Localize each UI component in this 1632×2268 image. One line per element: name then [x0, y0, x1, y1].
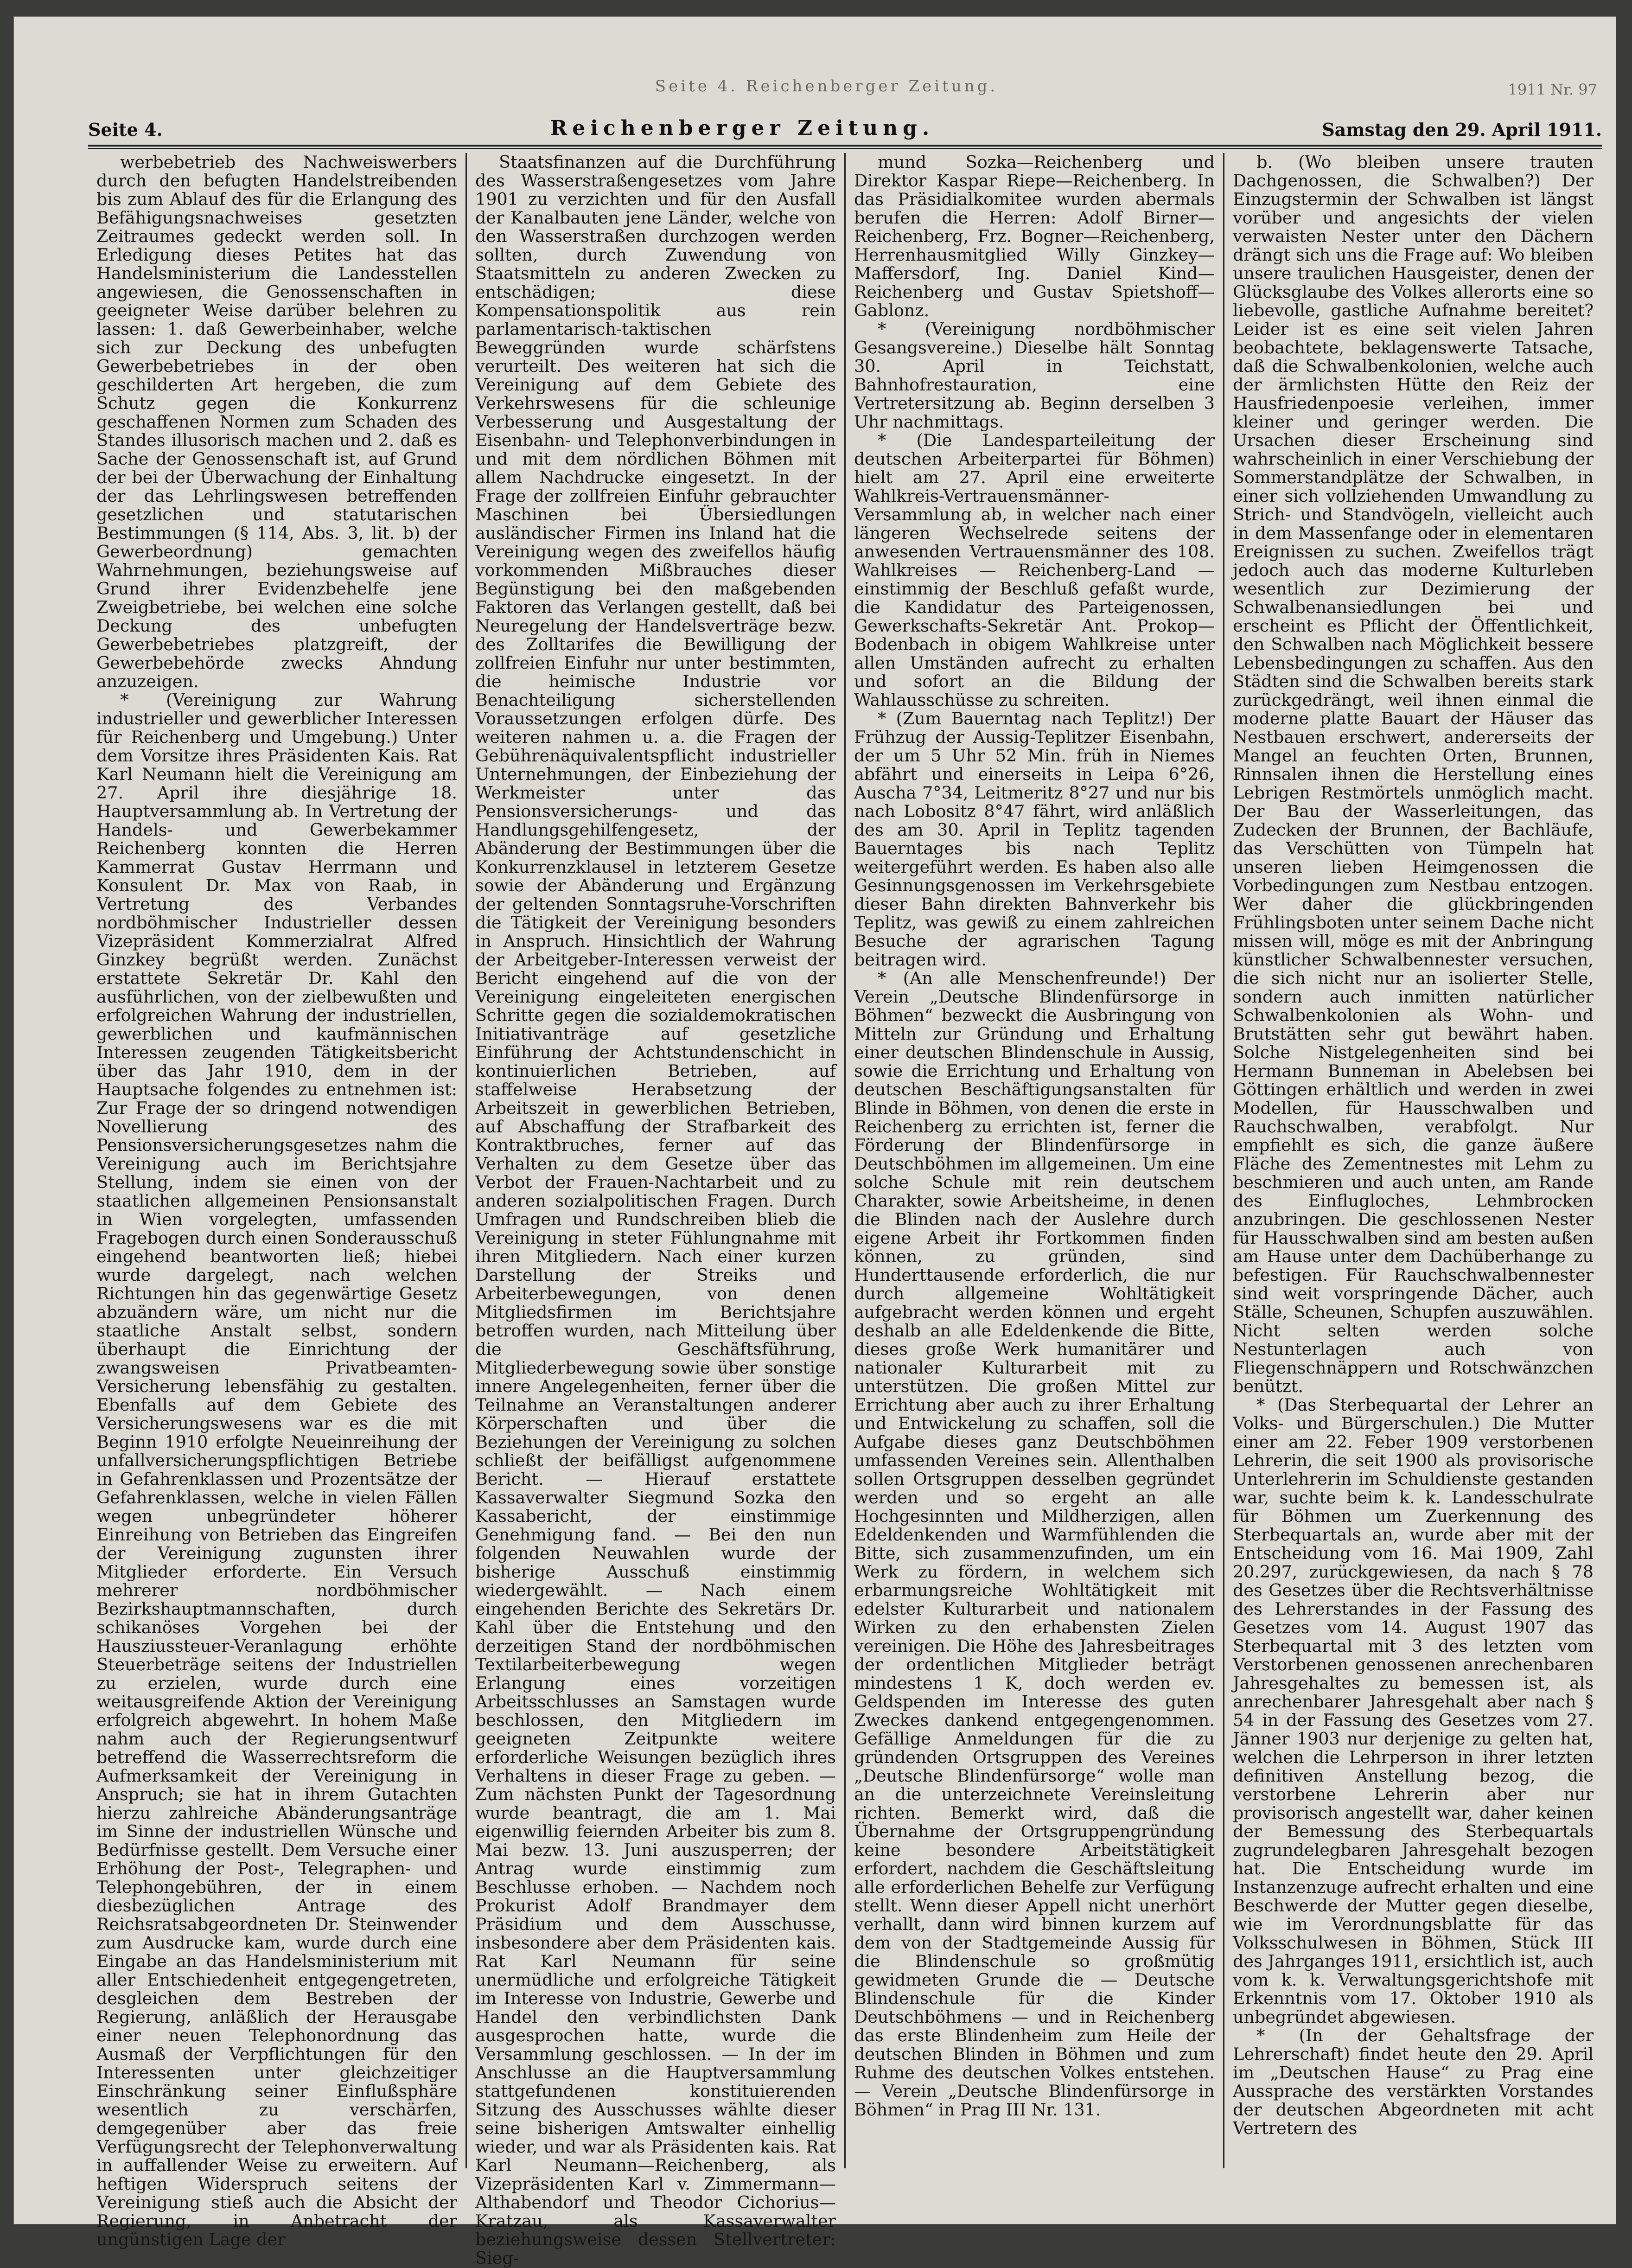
column-4: [1223, 153, 1602, 2168]
issue-date: Samstag den 29. April 1911.: [1322, 119, 1602, 140]
newspaper-page: [14, 17, 1616, 2268]
column-3-paragraph-2: * (Vereinigung nordböhmischer Gesangsvereine.) Dieselbe hält Sonntag 30. April in Teichstatt, Bahnhofrestauration, eine Vertretersitzung ab. Beginn derselben 3 Uhr nachmittags.: [854, 319, 1215, 432]
header-rule-thin: [88, 148, 1602, 149]
page-number: Seite 4.: [88, 119, 163, 140]
page-header: [14, 17, 1616, 138]
column-2-paragraph-1: Staatsfinanzen auf die Durchführung des Wasserstraßengesetzes vom Jahre 1901 zu verzichten und für den Ausfall der Kanalbauten jene Länder, welche von den Wasserstraßen durchzogen werden sollten, durch Zuwendung von Staatsmitteln zu anderen Zwecken zu entschädigen; diese Kompensationspolitik aus rein parlamentarisch-taktischen Beweggründen wurde schärfstens verurteilt. Des weiteren hat sich die Vereinigung auf dem Gebiete des Verkehrswesens für die schleunige Verbesserung und Ausgestaltung der Eisenbahn- und Telephonverbindungen in und mit dem nördlichen Böhmen mit allem Nachdrucke eingesetzt. In der Frage der zollfreien Einfuhr gebrauchter Maschinen bei Übersiedlungen ausländischer Firmen ins Inland hat die Vereinigung wegen des zweifellos häufig vorkommenden Mißbrauches dieser Begünstigung bei den maßgebenden Faktoren das Verlangen gestellt, daß bei Neuregelung der Handelsverträge bezw. des Zolltarifes die Bewilligung der zollfreien Einfuhr nur unter bestimmten, die heimische Industrie vor Benachteiligung sicherstellenden Voraussetzungen erfolgen dürfe. Des weiteren nahmen u. a. die Fragen der Gebührenäquivalentspflicht industrieller Unternehmungen, der Einbeziehung der Werkmeister unter das Pensionsversicherungs- und das Handlungsgehilfengesetz, der Abänderung der Bestimmungen über die Konkurrenzklausel in letzterem Gesetze sowie der Abänderung und Ergänzung der geltenden Sonntagsruhe-Vorschriften die Tätigkeit der Vereinigung besonders in Anspruch. Hinsichtlich der Wahrung der Arbeitgeber-Interessen verweist der Bericht eingehend auf die von der Vereinigung eingeleiteten energischen Schritte gegen die sozialdemokratischen Initiativanträge auf gesetzliche Einführung der Achtstundenschicht in kontinuierlichen Betrieben, auf staffelweise Herabsetzung der Arbeitszeit in gewerblichen Betrieben, auf Abschaffung der Strafbarkeit des Kontraktbruches, ferner auf das Verhalten zu dem Gesetze über das Verbot der Frauen-Nachtarbeit und zu anderen sozialpolitischen Fragen. Durch Umfragen und Rundschreiben blieb die Vereinigung in steter Fühlungnahme mit ihren Mitgliedern. Nach einer kurzen Darstellung der Streiks und Arbeiterbewegungen, von denen Mitgliedsfirmen im Berichtsjahre betroffen wurden, nach Mitteilung über die Geschäftsführung, Mitgliederbewegung sowie über sonstige innere Angelegenheiten, ferner über die Teilnahme an Veranstaltungen anderer Körperschaften und über die Beziehungen der Vereinigung zu solchen schließt der beifälligst aufgenommene Bericht. — Hierauf erstattete Kassaverwalter Siegmund Sozka den Kassabericht, der einstimmige Genehmigung fand. — Bei den nun folgenden Neuwahlen wurde der bisherige Ausschuß einstimmig wiedergewählt. — Nach einem eingehenden Berichte des Sekretärs Dr. Kahl über die Entstehung und den derzeitigen Stand der nordböhmischen Textilarbeiterbewegung wegen Erlangung eines vorzeitigen Arbeitsschlusses an Samstagen wurde beschlossen, den Mitgliedern im geeigneten Zeitpunkte weitere erforderliche Weisungen bezüglich ihres Verhaltens in dieser Frage zu geben. — Zum nächsten Punkt der Tagesordnung wurde beantragt, die am 1. Mai eigenwillig feiernden Arbeiter bis zum 8. Mai bezw. 13. Juni auszusperren; der Antrag wurde einstimmig zum Beschlusse erhoben. — Nachdem noch Prokurist Adolf Brandmayer dem Präsidium und dem Ausschusse, insbesondere aber dem Präsidenten kais. Rat Karl Neumann für seine unermüdliche und erfolgreiche Tätigkeit im Interesse von Industrie, Gewerbe und Handel den verbindlichsten Dank ausgesprochen hatte, wurde die Versammlung geschlossen. — In der im Anschlusse an die Hauptversammlung stattgefundenen konstituierenden Sitzung des Ausschusses wählte dieser seine bisherigen Amtswalter einhellig wieder, und war als Präsidenten kais. Rat Karl Neumann—Reichenberg, als Vizepräsidenten Karl v. Zimmermann—Althabendorf und Theodor Cichorius—Kratzau, als Kassaverwalter beziehungsweise dessen Stellvertreter: Sieg-: [475, 152, 836, 2268]
column-4-paragraph-2: * (Das Sterbequartal der Lehrer an Volks- und Bürgerschulen.) Die Mutter einer am 22. Feber 1909 verstorbenen Lehrerin, die seit 1900 als provisorische Unterlehrerin im Schuldienste gestanden war, suchte beim k. k. Landesschulrate für Böhmen um Zuerkennung des Sterbequartals an, wurde aber mit der Entscheidung vom 16. Mai 1909, Zahl 20.297, zurückgewiesen, da nach § 78 des Gesetzes über die Rechtsverhältnisse des Lehrerstandes in der Fassung des Gesetzes vom 14. August 1907 das Sterbequartal mit 3 des letzten vom Verstorbenen genossenen anrechenbaren Jahresgehaltes zu bemessen ist, als anrechenbarer Jahresgehalt aber nach § 54 in der Fassung des Gesetzes vom 27. Jänner 1903 nur derjenige zu gelten hat, welchen die Lehrperson in ihrer letzten definitiven Anstellung bezog, die verstorbene Lehrerin aber nur provisorisch angestellt war, daher keinen der Bemessung des Sterbequartals zugrundelegbaren Jahresgehalt bezogen hat. Die Entscheidung wurde im Instanzenzuge aufrecht erhalten und eine Beschwerde der Mutter gegen dieselbe, wie im Verordnungsblatte für das Volksschulwesen in Böhmen, Stück III des Jahrganges 1911, ersichtlich ist, auch vom k. k. Verwaltungsgerichtshofe mit Erkenntnis vom 17. Oktober 1910 als unbegründet abgewiesen.: [1233, 1395, 1594, 2027]
text-columns: [88, 152, 1602, 2268]
header-rule: [88, 145, 1602, 147]
column-3-paragraph-3: * (Die Landesparteileitung der deutschen Arbeiterpartei für Böhmen) hielt am 27. April eine erweiterte Wahlkreis-Vertrauensmänner-Versammlung ab, in welcher nach einer längeren Wechselrede seitens der anwesenden Vertrauensmänner des 108. Wahlkreises — Reichenberg-Land — einstimmig der Beschluß gefaßt wurde, die Kandidatur des Parteigenossen, Gewerkschafts-Sekretär Ant. Prokop—Bodenbach in obigem Wahlkreise unter allen Umständen aufrecht zu erhalten und sofort an die Bildung der Wahlausschüsse zu schreiten.: [854, 430, 1215, 710]
column-1: [88, 152, 465, 2249]
column-3: [844, 153, 1223, 2168]
column-3-paragraph-1: mund Sozka—Reichenberg und Direktor Kaspar Riepe—Reichenberg. In das Präsidialkomitee wurden abermals berufen die Herren: Adolf Birner—Reichenberg, Frz. Bogner—Reichenberg, Herrenhausmitglied Willy Ginzkey—Maffersdorf, Ing. Daniel Kind—Reichenberg und Gustav Spietshoff—Gablonz.: [854, 152, 1215, 320]
column-1-paragraph-2: * (Vereinigung zur Wahrung industrieller und gewerblicher Interessen für Reichenberg und Umgebung.) Unter dem Vorsitze ihres Präsidenten Kais. Rat Karl Neumann hielt die Vereinigung am 27. April ihre diesjährige 18. Hauptversammlung ab. In Vertretung der Handels- und Gewerbekammer Reichenberg konnten die Herren Kammerrat Gustav Herrmann und Konsulent Dr. Max von Raab, in Vertretung des Verbandes nordböhmischer Industrieller dessen Vizepräsident Kommerzialrat Alfred Ginzkey begrüßt werden. Zunächst erstattete Sekretär Dr. Kahl den ausführlichen, von der zielbewußten und erfolgreichen Wahrung der industriellen, gewerblichen und kaufmännischen Interessen zeugenden Tätigkeitsbericht über das Jahr 1910, dem in der Hauptsache folgendes zu entnehmen ist: Zur Frage der so dringend notwendigen Novellierung des Pensionsversicherungsgesetzes nahm die Vereinigung auch im Berichtsjahre Stellung, indem sie einen von der staatlichen allgemeinen Pensionsanstalt in Wien vorgelegten, umfassenden Fragebogen durch einen Sonderausschuß eingehend beantworten ließ; hiebei wurde dargelegt, nach welchen Richtungen hin das gegenwärtige Gesetz abzuändern wäre, um nicht nur die staatliche Anstalt selbst, sondern überhaupt die Einrichtung der zwangsweisen Privatbeamten-Versicherung lebensfähig zu gestalten. Ebenfalls auf dem Gebiete des Versicherungswesens war es die mit Beginn 1910 erfolgte Neueinreihung der unfallversicherungspflichtigen Betriebe in Gefahrenklassen und Prozentsätze der Gefahrenklassen, welche in vielen Fällen wegen unbegründeter höherer Einreihung von Betrieben das Eingreifen der Vereinigung zugunsten ihrer Mitglieder erforderte. Ein Versuch mehrerer nordböhmischer Bezirkshauptmannschaften, durch schikanöses Vorgehen bei der Hausziussteuer-Veranlagung erhöhte Steuerbeträge seitens der Industriellen zu erzielen, wurde durch eine weitausgreifende Aktion der Vereinigung erfolgreich abgewehrt. In hohem Maße nahm auch der Regierungsentwurf betreffend die Wasserrechtsreform die Aufmerksamkeit der Vereinigung in Anspruch; sie hat in ihrem Gutachten hierzu zahlreiche Abänderungsanträge im Sinne der industriellen Wünsche und Bedürfnisse gestellt. Dem Versuche einer Erhöhung der Post-, Telegraphen- und Telephongebühren, der in einem diesbezüglichen Antrage des Reichsratsabgeordneten Dr. Steinwender zum Ausdrucke kam, wurde durch eine Eingabe an das Handelsministerium mit aller Entschiedenheit entgegengetreten, desgleichen dem Bestreben der Regierung, anläßlich der Herausgabe einer neuen Telephonordnung das Ausmaß der Verpflichtungen für den Interessenten unter gleichzeitiger Einschränkung seiner Einflußsphäre wesentlich zu verschärfen, demgegenüber aber das freie Verfügungsrecht der Telephonverwaltung in auffallender Weise zu erweitern. Auf heftigen Widerspruch seitens der Vereinigung stieß auch die Absicht der Regierung, in Anbetracht der ungünstigen Lage der: [96, 690, 457, 2249]
column-4-paragraph-1: b. (Wo bleiben unsere trauten Dachgenossen, die Schwalben?) Der Einzugstermin der Schwalben ist längst vorüber und angesichts der vielen verwaisten Nester unter den Dächern drängt sich uns die Frage auf: Wo bleiben unsere traulichen Hausgeister, denen der Glücksglaube des Volkes allerorts eine so liebevolle, gastliche Aufnahme bereitet? Leider ist es eine seit vielen Jahren beobachtete, beklagenswerte Tatsache, daß die Schwalbenkolonien, welche auch der ärmlichsten Hütte den Reiz der Hausfriedenpoesie verleihen, immer kleiner und geringer werden. Die Ursachen dieser Erscheinung sind wahrscheinlich in einer Verschiebung der Sommerstandplätze der Schwalben, in einer sich vollziehenden Umwandlung zu Strich- und Standvögeln, vielleicht auch in dem Massenfange oder in elementaren Ereignissen zu suchen. Zweifellos trägt jedoch auch das moderne Kulturleben wesentlich zur Dezimierung der Schwalbenansiedlungen bei und erscheint es Pflicht der Öffentlichkeit, den Schwalben nach Möglichkeit bessere Lebensbedingungen zu schaffen. Aus den Städten sind die Schwalben bereits stark zurückgedrängt, weil ihnen einmal die moderne platte Bauart der Häuser das Nestbauen erschwert, andererseits der Mangel an feuchten Orten, Brunnen, Rinnsalen ihnen die Herstellung eines Lebrigen Restmörtels unmöglich macht. Der Bau der Wasserleitungen, das Zudecken der Brunnen, der Bachläufe, das Verschütten von Tümpeln hat unseren lieben Heimgenossen die Vorbedingungen zum Nestbau entzogen. Wer daher die glückbringenden Frühlingsboten unter seinem Dache nicht missen will, möge es mit der Anbringung künstlicher Schwalbennester versuchen, die sich nicht nur an isolierter Stelle, sondern auch inmitten natürlicher Schwalbenkolonien als Wohn- und Brutstätten sehr gut bewährt haben. Solche Nistgelegenheiten sind bei Hermann Bunneman in Abelebsen bei Göttingen erhältlich und werden in zwei Modellen, für Hausschwalben und Rauchschwalben, verabfolgt. Nur empfiehlt es sich, die ganze äußere Fläche des Zementnestes mit Lehm zu beschmieren und auch unten, am Rande des Einflugloches, Lehmbrocken anzubringen. Die geschlossenen Nester für Hausschwalben sind am besten außen am Hause unter dem Dachüberhange zu befestigen. Für Rauchschwalbennester sind weit vorspringende Dächer, auch Ställe, Scheunen, Schupfen auszuwählen. Nicht selten werden solche Nestunterlagen auch von Fliegenschnäppern und Rotschwänzchen benützt.: [1233, 152, 1594, 1396]
column-4-paragraph-3: * (In der Gehaltsfrage der Lehrerschaft) findet heute den 29. April im „Deutschen Hause“ zu Prag eine Aussprache des verstärkten Vorstandes der deutschen Abgeordneten mit acht Vertretern des: [1233, 2025, 1594, 2138]
header-bleedthrough-text: Seite 4. Reichenberger Zeitung.: [655, 77, 998, 96]
header-bleedthrough-right: 1911 Nr. 97: [1508, 81, 1597, 98]
column-3-paragraph-4: * (Zum Bauerntag nach Teplitz!) Der Frühzug der Aussig-Teplitzer Eisenbahn, der um 5 Uhr 52 Min. früh in Niemes abfährt und einerseits in Leipa 6°26, Auscha 7°34, Leitmeritz 8°27 und nur bis nach Lobositz 8°47 fährt, wird anläßlich des am 30. April in Teplitz tagenden Bauerntages bis nach Teplitz weitergeführt werden. Es haben also alle Gesinnungsgenossen im Verkehrsgebiete dieser Bahn direkten Bahnverkehr bis Teplitz, was gewiß zu einem zahlreichen Besuche der agrarischen Tagung beitragen wird.: [854, 709, 1215, 970]
masthead-title: Reichenberger Zeitung.: [550, 116, 935, 140]
column-2: [465, 152, 844, 2268]
header-line: [88, 118, 1602, 140]
column-1-paragraph-1: werbebetrieb des Nachweiswerbers durch den befugten Handelstreibenden bis zum Ablauf des für die Erlangung des Befähigungsnachweises gesetzten Zeitraumes gedeckt werden soll. In Erledigung dieses Petites hat das Handelsministerium die Landesstellen angewiesen, die Genossenschaften in geeigneter Weise darüber belehren zu lassen: 1. daß Gewerbeinhaber, welche sich zur Deckung des unbefugten Gewerbebetriebes in der oben geschilderten Art hergeben, die zum Schutz gegen die Konkurrenz geschaffenen Normen zum Schaden des Standes illusorisch machen und 2. daß es Sache der Genossenschaft ist, auf Grund der bei der Überwachung der Einhaltung der das Lehrlingswesen betreffenden gesetzlichen und statutarischen Bestimmungen (§ 114, Abs. 3, lit. b) der Gewerbeordnung) gemachten Wahrnehmungen, beziehungsweise auf Grund ihrer Evidenzbehelfe jene Zweigbetriebe, bei welchen eine solche Deckung des unbefugten Gewerbebetriebes platzgreift, der Gewerbebehörde zwecks Ahndung anzuzeigen.: [96, 152, 457, 691]
column-3-paragraph-5: * (An alle Menschenfreunde!) Der Verein „Deutsche Blindenfürsorge in Böhmen“ bezweckt die Ausbringung von Mitteln zur Gründung und Erhaltung einer deutschen Blindenschule in Aussig, sowie die Errichtung und Erhaltung von deutschen Beschäftigungsanstalten für Blinde in Böhmen, von denen die erste in Reichenberg zu errichten ist, ferner die Förderung der Blindenfürsorge in Deutschböhmen im allgemeinen. Um eine solche Schule mit rein deutschem Charakter, sowie Arbeitsheime, in denen die Blinden nach der Auslehre durch eigene Arbeit ihr Fortkommen finden können, zu gründen, sind Hunderttausende erforderlich, die nur durch allgemeine Wohltätigkeit aufgebracht werden können und ergeht deshalb an alle Edeldenkende die Bitte, dieses große Werk humanitärer und nationaler Kulturarbeit mit zu unterstützen. Die großen Mittel zur Errichtung aber auch zu ihrer Erhaltung und Entwickelung zu schaffen, soll die Aufgabe dieses ganz Deutschböhmen umfassenden Vereines sein. Allenthalben sollen Ortsgruppen desselben gegründet werden und so ergeht an alle Hochgesinnten und Mildherzigen, allen Edeldenkenden und Warmfühlenden die Bitte, sich zusammenzufinden, um ein Werk zu fördern, in welchem sich erbarmungsreiche Wohltätigkeit mit edelster Kulturarbeit und nationalem Wirken zu den erhabensten Zielen vereinigen. Die Höhe des Jahresbeitrages der ordentlichen Mitglieder beträgt mindestens 1 K, doch werden ev. Geldspenden im Interesse des guten Zweckes dankend entgegengenommen. Gefällige Anmeldungen für die zu gründenden Ortsgruppen des Vereines „Deutsche Blindenfürsorge“ wolle man an die unterzeichnete Vereinsleitung richten. Bemerkt wird, daß die Übernahme der Ortsgruppengründung keine besondere Arbeitstätigkeit erfordert, nachdem die Geschäftsleitung alle erforderlichen Behelfe zur Verfügung stellt. Wenn dieser Appell nicht unerhört verhallt, dann wird binnen kurzem auf dem von der Stadtgemeinde Aussig für die Blindenschule so großmütig gewidmeten Grunde die — Deutsche Blindenschule für die Kinder Deutschböhmens — und in Reichenberg das erste Blindenheim zum Heile der deutschen Blinden in Böhmen und zum Ruhme des deutschen Volkes entstehen. — Verein „Deutsche Blindenfürsorge in Böhmen“ in Prag III Nr. 131.: [854, 968, 1215, 2120]
